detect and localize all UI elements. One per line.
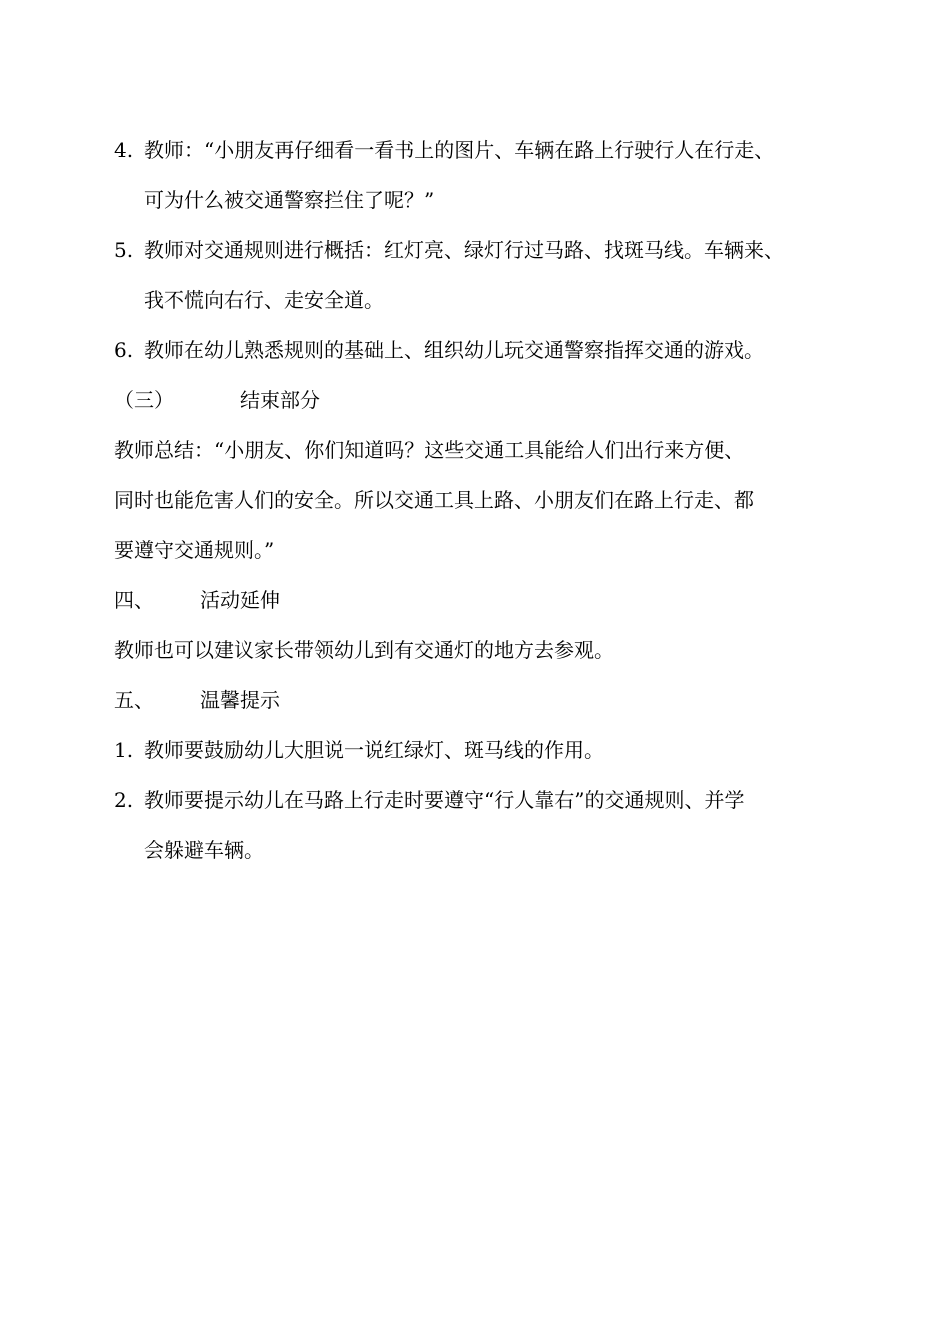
summary-paragraph-line [114, 437, 744, 463]
list-item-text: 教师对交通规则进行概括：红灯亮、绿灯行过马路、找斑马线。车辆来、 [144, 238, 784, 262]
section-heading-3 [114, 387, 320, 413]
list-number: 4. [114, 138, 134, 162]
tip-item-2 [114, 787, 744, 813]
section-title: 活动延伸 [200, 588, 280, 612]
list-number: 2. [114, 788, 134, 812]
list-number: 1. [114, 738, 134, 762]
list-item-text: 教师要提示幼儿在马路上行走时要遵守“行人靠右”的交通规则、并学 [144, 788, 745, 812]
list-item-5-continuation [144, 287, 384, 313]
summary-paragraph-line [114, 487, 754, 513]
paragraph-text: 教师也可以建议家长带领幼儿到有交通灯的地方去参观。 [114, 638, 614, 662]
list-item-4-continuation [144, 187, 434, 213]
summary-paragraph-line [114, 537, 274, 563]
section-4-text [114, 637, 614, 663]
section-heading-4 [114, 587, 280, 613]
list-item-text: 教师在幼儿熟悉规则的基础上、组织幼儿玩交通警察指挥交通的游戏。 [144, 338, 764, 362]
list-item-text: 我不慌向右行、走安全道。 [144, 288, 384, 312]
tip-item-1 [114, 737, 604, 763]
paragraph-text: 教师总结：“小朋友、你们知道吗？这些交通工具能给人们出行来方便、 [114, 438, 745, 462]
list-number: 5. [114, 238, 134, 262]
section-marker: （三） [114, 388, 174, 412]
section-heading-5 [114, 687, 280, 713]
tip-item-2-continuation [144, 837, 264, 863]
section-title: 结束部分 [240, 388, 320, 412]
list-item-text: 会躲避车辆。 [144, 838, 264, 862]
section-marker: 五、 [114, 688, 154, 712]
paragraph-text: 同时也能危害人们的安全。所以交通工具上路、小朋友们在路上行走、都 [114, 488, 754, 512]
section-marker: 四、 [114, 588, 154, 612]
list-number: 6. [114, 338, 134, 362]
paragraph-text: 要遵守交通规则。” [114, 538, 275, 562]
list-item-text: 教师要鼓励幼儿大胆说一说红绿灯、斑马线的作用。 [144, 738, 604, 762]
list-item-6 [114, 337, 764, 363]
list-item-4 [114, 137, 774, 163]
list-item-5 [114, 237, 784, 263]
list-item-text: 可为什么被交通警察拦住了呢？” [144, 188, 435, 212]
list-item-text: 教师：“小朋友再仔细看一看书上的图片、车辆在路上行驶行人在行走、 [144, 138, 775, 162]
section-title: 温馨提示 [200, 688, 280, 712]
